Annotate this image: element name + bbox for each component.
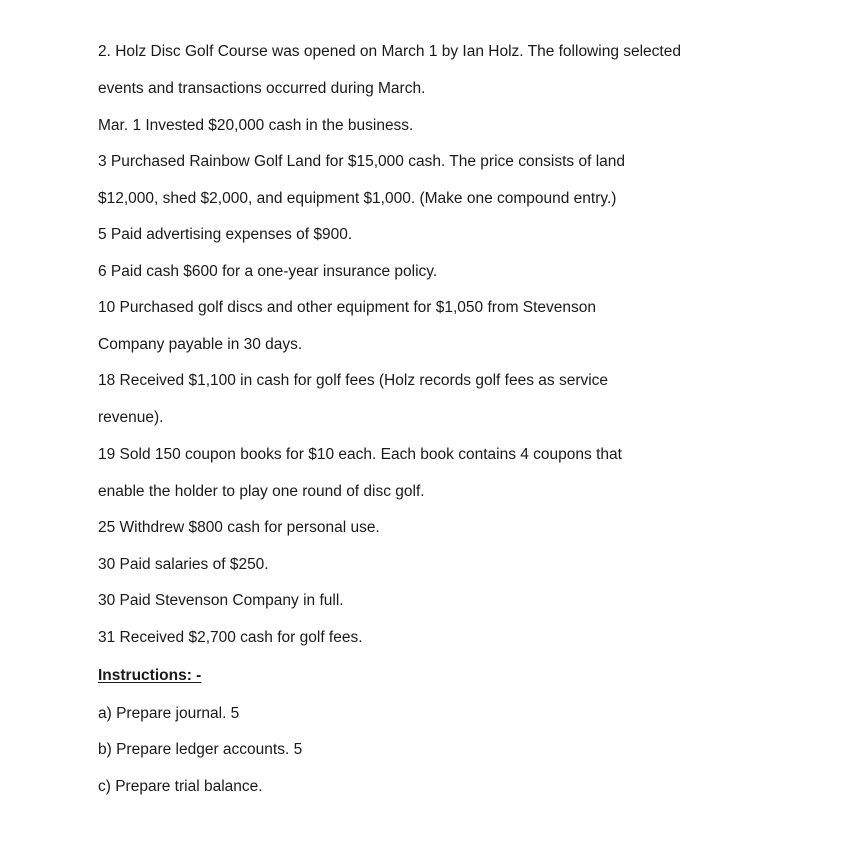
transaction-line: 30 Paid salaries of $250.: [98, 556, 269, 573]
transaction-line: 30 Paid Stevenson Company in full.: [98, 592, 344, 609]
transaction-line: Mar. 1 Invested $20,000 cash in the business.: [98, 117, 414, 134]
transaction-line: 3 Purchased Rainbow Golf Land for $15,000 cash. The price consists of land: [98, 153, 626, 170]
instructions-heading: Instructions: -: [98, 667, 202, 684]
instruction-item: b) Prepare ledger accounts. 5: [98, 741, 303, 758]
intro-line: events and transactions occurred during March.: [98, 80, 426, 97]
transaction-line: 19 Sold 150 coupon books for $10 each. Each book contains 4 coupons that: [98, 446, 622, 463]
intro-line: 2. Holz Disc Golf Course was opened on March 1 by Ian Holz. The following selected: [98, 43, 681, 60]
instruction-item: a) Prepare journal. 5: [98, 705, 240, 722]
transaction-line: 10 Purchased golf discs and other equipment for $1,050 from Stevenson: [98, 299, 597, 316]
transaction-line: enable the holder to play one round of disc golf.: [98, 483, 425, 500]
transaction-line: Company payable in 30 days.: [98, 336, 303, 353]
transaction-line: 25 Withdrew $800 cash for personal use.: [98, 519, 380, 536]
instruction-item: c) Prepare trial balance.: [98, 778, 263, 795]
transaction-line: $12,000, shed $2,000, and equipment $1,000. (Make one compound entry.): [98, 190, 617, 207]
transaction-line: revenue).: [98, 409, 164, 426]
transaction-line: 31 Received $2,700 cash for golf fees.: [98, 629, 363, 646]
transaction-line: 6 Paid cash $600 for a one-year insurance policy.: [98, 263, 438, 280]
transaction-line: 18 Received $1,100 in cash for golf fees (Holz records golf fees as service: [98, 372, 609, 389]
transaction-line: 5 Paid advertising expenses of $900.: [98, 226, 353, 243]
